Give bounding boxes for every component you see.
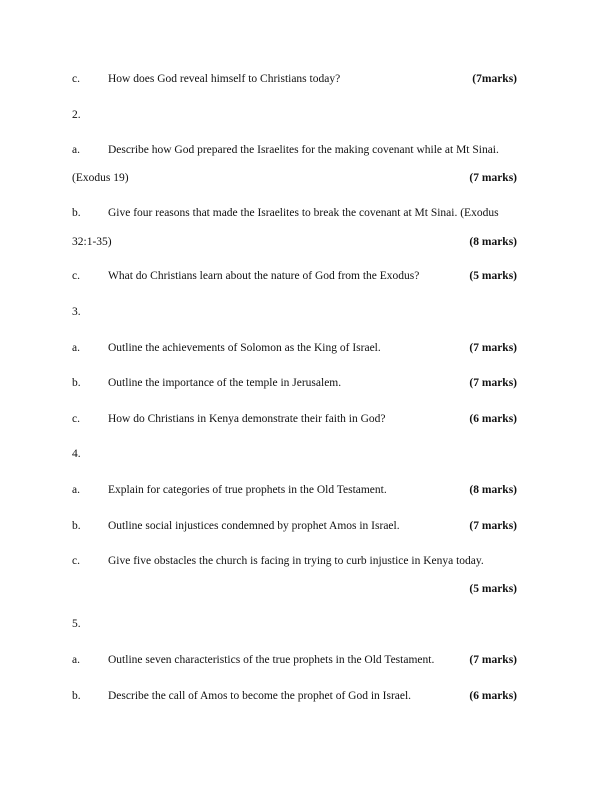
question-2a-cont: [0, 170, 612, 186]
question-2b: [0, 205, 612, 221]
question-text: Give five obstacles the church is facing in trying to curb injustice in Kenya today.: [108, 555, 484, 567]
item-label: a.: [72, 342, 80, 354]
item-label: c.: [72, 555, 80, 567]
question-4b: [0, 518, 612, 534]
marks: (8 marks): [469, 484, 517, 496]
question-text: Describe how God prepared the Israelites for the making covenant while at Mt Sinai.: [108, 144, 499, 156]
question-4a: [0, 482, 612, 498]
question-3-heading: [0, 304, 612, 320]
marks: (6 marks): [469, 690, 517, 702]
question-4-heading: [0, 446, 612, 462]
marks: (7 marks): [469, 172, 517, 184]
question-5-heading: [0, 616, 612, 632]
question-text-cont: 32:1-35): [72, 236, 112, 248]
marks: (7 marks): [469, 520, 517, 532]
question-3a: [0, 340, 612, 356]
question-number: 3.: [72, 306, 81, 318]
item-label: a.: [72, 654, 80, 666]
marks: (7marks): [472, 73, 517, 85]
question-text: Outline the importance of the temple in Jerusalem.: [108, 377, 342, 389]
question-text: Describe the call of Amos to become the prophet of God in Israel.: [108, 690, 412, 702]
question-1c: [0, 71, 612, 87]
question-text: Explain for categories of true prophets in the Old Testament.: [108, 484, 387, 496]
question-5a: [0, 652, 612, 668]
question-number: 2.: [72, 109, 81, 121]
question-text: Outline the achievements of Solomon as the King of Israel.: [108, 342, 381, 354]
question-text-cont: (Exodus 19): [72, 172, 129, 184]
item-label: a.: [72, 144, 80, 156]
marks: (7 marks): [469, 342, 517, 354]
marks: (7 marks): [469, 654, 517, 666]
question-5b: [0, 688, 612, 704]
item-label: b.: [72, 207, 81, 219]
marks: (8 marks): [469, 236, 517, 248]
item-label: c.: [72, 270, 80, 282]
question-text: How do Christians in Kenya demonstrate their faith in God?: [108, 413, 386, 425]
question-3c: [0, 411, 612, 427]
question-text: Give four reasons that made the Israelites to break the covenant at Mt Sinai. (Exodus: [108, 207, 499, 219]
question-number: 5.: [72, 618, 81, 630]
question-2-heading: [0, 107, 612, 123]
item-label: b.: [72, 377, 81, 389]
item-label: c.: [72, 73, 80, 85]
item-label: c.: [72, 413, 80, 425]
question-text: Outline seven characteristics of the true prophets in the Old Testament.: [108, 654, 435, 666]
marks: (5 marks): [469, 270, 517, 282]
marks: (7 marks): [469, 377, 517, 389]
question-text: Outline social injustices condemned by prophet Amos in Israel.: [108, 520, 400, 532]
item-label: b.: [72, 520, 81, 532]
question-2a: [0, 142, 612, 158]
marks: (6 marks): [469, 413, 517, 425]
question-4c: [0, 553, 612, 569]
question-text: What do Christians learn about the nature of God from the Exodus?: [108, 270, 420, 282]
question-4c-marks: [0, 581, 612, 597]
item-label: b.: [72, 690, 81, 702]
question-number: 4.: [72, 448, 81, 460]
marks: (5 marks): [469, 583, 517, 595]
item-label: a.: [72, 484, 80, 496]
question-2c: [0, 268, 612, 284]
question-text: How does God reveal himself to Christians today?: [108, 73, 341, 85]
question-2b-cont: [0, 234, 612, 250]
question-3b: [0, 375, 612, 391]
